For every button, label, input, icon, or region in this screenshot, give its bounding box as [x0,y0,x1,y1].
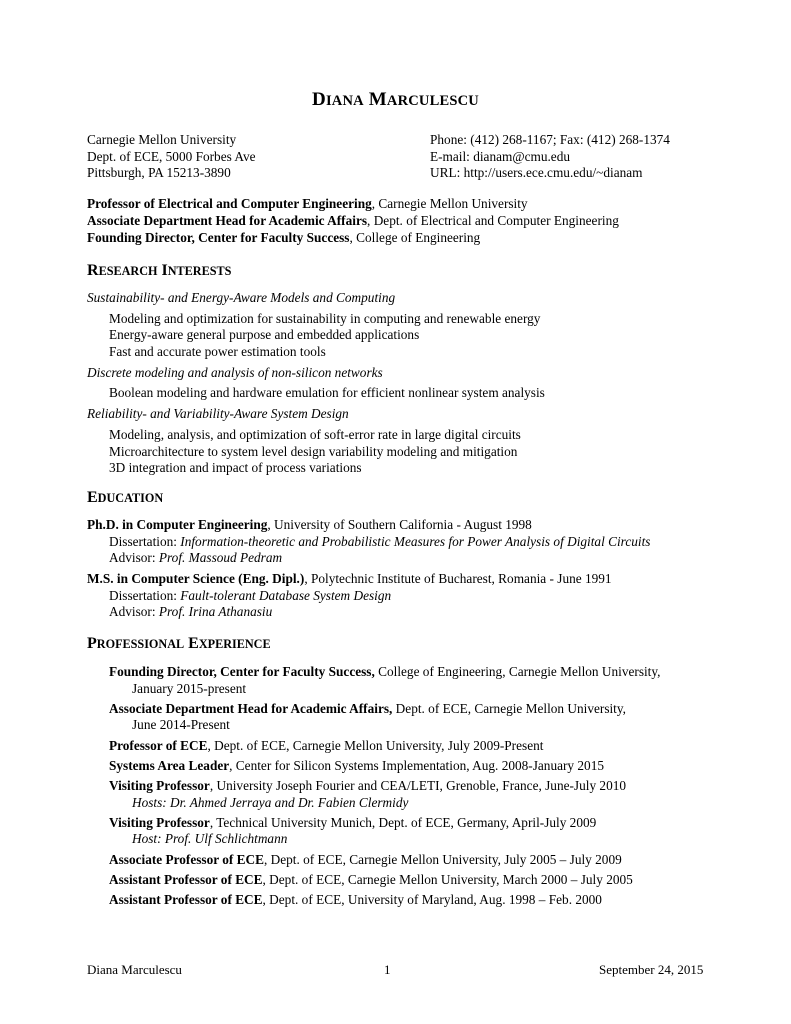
experience-item: Assistant Professor of ECE, Dept. of ECE, Carnegie Mellon University, March 2000 – July 2005 [109,871,633,887]
dissertation-line: Dissertation: Information-theoretic and Probabilistic Measures for Power Analysis of Digital Circuits [109,533,651,549]
research-item: Modeling and optimization for sustainability in computing and renewable energy [109,310,541,326]
section-heading-research: RESEARCH INTERESTS [87,262,232,279]
research-item: 3D integration and impact of process variations [109,460,362,476]
page-title: DIANA MARCULESCU [312,89,479,110]
footer-author: Diana Marculescu [87,962,182,977]
experience-item: Assistant Professor of ECE, Dept. of ECE, University of Maryland, Aug. 1998 – Feb. 2000 [109,891,602,907]
contact-line: Pittsburgh, PA 15213-3890 [87,165,231,181]
research-item: Boolean modeling and hardware emulation for efficient nonlinear system analysis [109,385,545,401]
research-category: Discrete modeling and analysis of non-silicon networks [87,364,383,380]
degree-phd: Ph.D. in Computer Engineering, University of Southern California - August 1998 [87,517,532,532]
education-list [87,517,727,621]
contact-address [87,132,256,182]
experience-item: Visiting Professor, Technical University Munich, Dept. of ECE, Germany, April-July 2009 Host: Prof. Ulf Schlichtmann [109,814,597,847]
research-item: Microarchitecture to system level design variability modeling and mitigation [109,443,518,459]
current-titles [87,196,619,247]
degree-ms: M.S. in Computer Science (Eng. Dipl.), Polytechnic Institute of Bucharest, Romania - June 1991 [87,571,612,587]
experience-item: Associate Professor of ECE, Dept. of ECE, Carnegie Mellon University, July 2005 – July 2009 [109,851,622,867]
research-interests [87,290,727,477]
research-category: Sustainability- and Energy-Aware Models and Computing [87,290,396,305]
advisor-line: Advisor: Prof. Massoud Pedram [109,550,283,566]
dissertation-line: Dissertation: Fault-tolerant Database System Design [109,587,392,603]
title-line: Founding Director, Center for Faculty Success, College of Engineering [87,229,481,245]
experience-item: Founding Director, Center for Faculty Success, College of Engineering, Carnegie Mellon University, January 2015-present [109,664,661,696]
phone-fax: Phone: (412) 268-1167; Fax: (412) 268-1374 [430,132,670,147]
research-item: Energy-aware general purpose and embedded applications [109,327,420,343]
research-category: Reliability- and Variability-Aware System Design [87,406,349,422]
experience-item: Systems Area Leader, Center for Silicon Systems Implementation, Aug. 2008-January 2015 [109,757,605,773]
title-line: Associate Department Head for Academic Affairs, Dept. of Electrical and Computer Engineering [87,212,619,228]
experience-item: Professor of ECE, Dept. of ECE, Carnegie Mellon University, July 2009-Present [109,737,544,753]
advisor-line: Advisor: Prof. Irina Athanasiu [109,604,273,620]
section-heading-education: EDUCATION [87,489,164,506]
contact-details [430,132,670,182]
contact-line: Dept. of ECE, 5000 Forbes Ave [87,148,256,164]
title-line: Professor of Electrical and Computer Engineering, Carnegie Mellon University [87,196,528,211]
contact-line: Carnegie Mellon University [87,132,237,147]
experience-item: Associate Department Head for Academic Affairs, Dept. of ECE, Carnegie Mellon University, June 2014-Present [109,700,626,733]
url-link[interactable]: URL: http://users.ece.cmu.edu/~dianam [430,165,643,181]
footer-date: September 24, 2015 [599,962,704,977]
experience-list [109,664,729,912]
page-number: 1 [384,962,391,977]
research-item: Modeling, analysis, and optimization of soft-error rate in large digital circuits [109,426,521,442]
experience-item: Visiting Professor, University Joseph Fourier and CEA/LETI, Grenoble, France, June-July 2010 Hosts: Dr. Ahmed Jerraya and Dr. Fabien Clermidy [109,777,627,810]
research-item: Fast and accurate power estimation tools [109,344,326,360]
section-heading-experience: PROFESSIONAL EXPERIENCE [87,635,271,652]
email-link[interactable]: E-mail: dianam@cmu.edu [430,148,571,164]
